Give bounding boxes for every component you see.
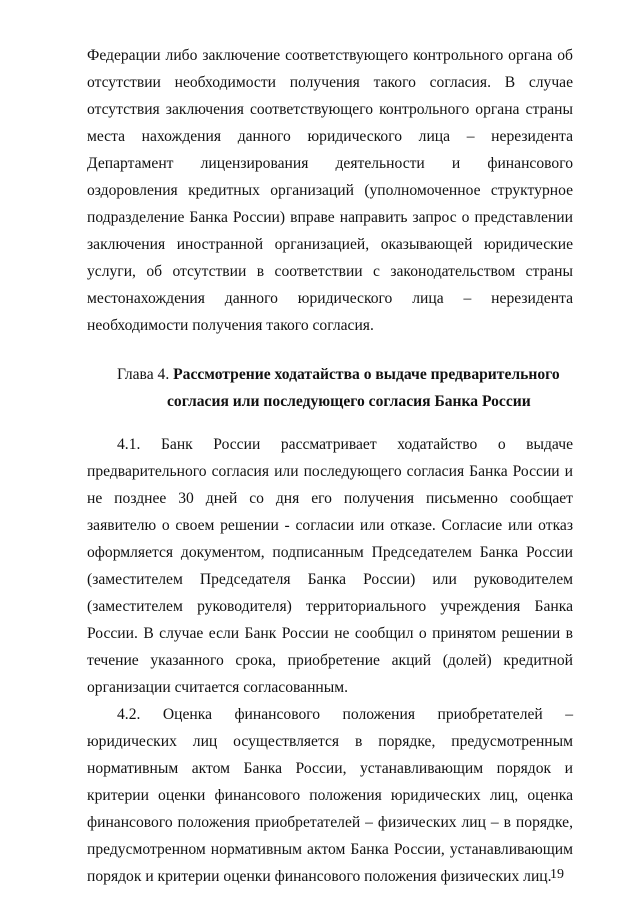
page-number: 19 [550, 867, 564, 882]
chapter-heading [87, 361, 573, 415]
chapter-number: Глава 4. [117, 366, 170, 383]
document-page [87, 42, 573, 890]
paragraph-4-1: 4.1. Банк России рассматривает ходатайство о выдаче предварительного согласия или последующего согласия Банка России и не позднее 30 дней со дня его получения письменно сообщает заявителю о своем решении - согласии или отказе. Согласие или отказ оформляется документом, подписанным Председателем Банка России (заместителем Председателя Банка России) или руководителем (заместителем руководителя) территориального учреждения Банка России. В случае если Банк России не сообщил о принятом решении в течение указанного срока, приобретение акций (долей) кредитной организации считается согласованным. [87, 436, 573, 696]
paragraph-4-2: 4.2. Оценка финансового положения приобретателей – юридических лиц осуществляется в порядке, предусмотренным нормативным актом Банка России, устанавливающим порядок и критерии оценки финансового положения юридических лиц, оценка финансового положения приобретателей – физических лиц – в порядке, предусмотренном нормативным актом Банка России, устанавливающим порядок и критерии оценки финансового положения физических лиц. [87, 706, 573, 885]
chapter-heading-line-1 [87, 361, 573, 388]
paragraph-continuation: Федерации либо заключение соответствующего контрольного органа об отсутствии необходимости получения такого согласия. В случае отсутствия заключения соответствующего контрольного органа страны места нахождения данного юридического лица – нерезидента Департамент лицензирования деятельности и финансового оздоровления кредитных организаций (уполномоченное структурное подразделение Банка России) вправе направить запрос о представлении заключения иностранной организацией, оказывающей юридические услуги, об отсутствии в соответствии с законодательством страны местонахождения данного юридического лица – нерезидента необходимости получения такого согласия. [87, 47, 573, 334]
spacer [87, 339, 573, 361]
spacer [87, 415, 573, 431]
chapter-title-part-2: согласия или последующего согласия Банка России [167, 393, 531, 410]
chapter-title-part-1: Рассмотрение ходатайства о выдаче предварительного [173, 366, 560, 383]
